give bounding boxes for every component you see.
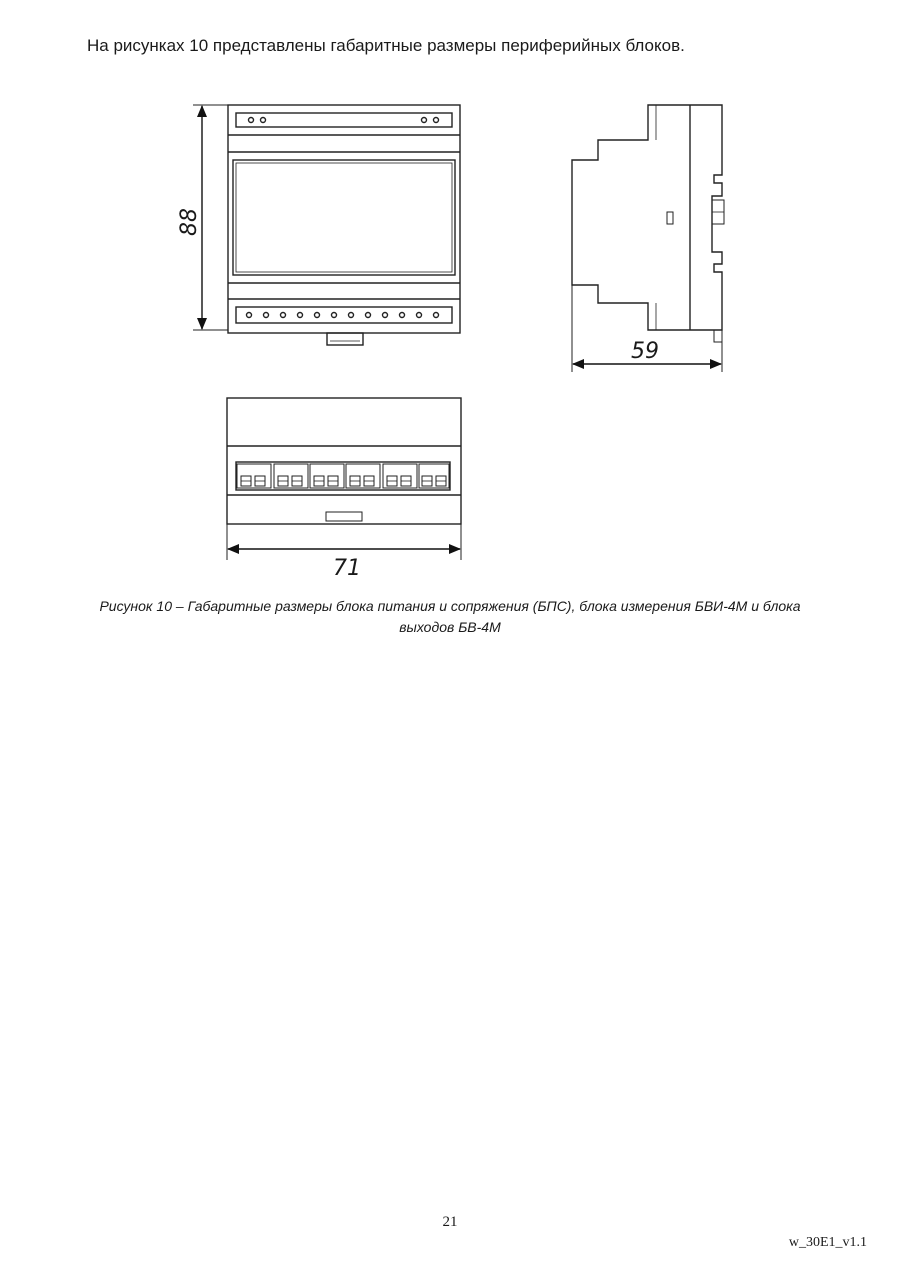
depth-dimension [572, 285, 722, 372]
document-code: w_30E1_v1.1 [788, 1235, 867, 1250]
width-dimension [227, 524, 461, 581]
terminal-blocks [237, 464, 449, 488]
dimension-drawing [0, 0, 900, 600]
side-view [572, 105, 724, 342]
depth-dimension-label: 59 [631, 339, 659, 364]
intro-paragraph: На рисунках 10 представлены габаритные размеры периферийных блоков. [87, 36, 685, 55]
bottom-view [227, 398, 461, 524]
figure-caption-line-2: выходов БВ-4М [399, 619, 501, 635]
bottom-terminal-screws [247, 313, 439, 318]
height-dimension-label: 88 [177, 208, 202, 236]
height-dimension [177, 105, 228, 330]
top-terminal-screws [249, 118, 439, 123]
width-dimension-label: 71 [333, 556, 361, 581]
page-number: 21 [442, 1214, 458, 1230]
figure-caption [20, 596, 880, 638]
front-view [228, 105, 460, 345]
figure-caption-line-1: Рисунок 10 – Габаритные размеры блока питания и сопряжения (БПС), блока измерения БВИ-4М и блока [99, 598, 801, 614]
